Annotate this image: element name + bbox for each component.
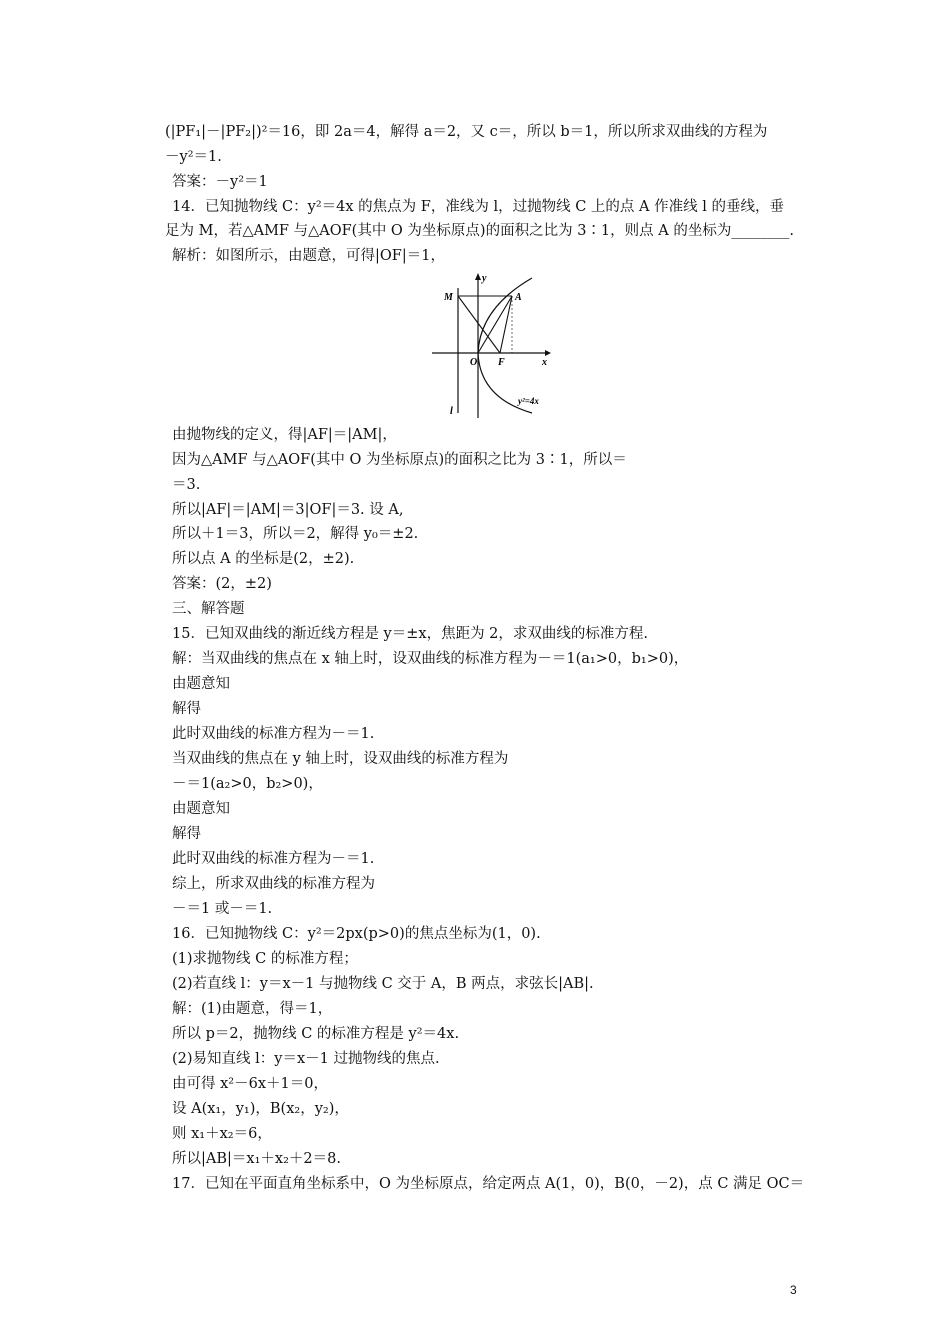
- page-number: 3: [790, 1283, 797, 1297]
- text-line: ＝3.: [172, 477, 201, 493]
- section-heading: 三、解答题: [172, 601, 245, 617]
- text-line: 所以|AB|＝x₁＋x₂＋2＝8.: [172, 1151, 341, 1167]
- label-o: O: [470, 357, 478, 368]
- segment-ao: [478, 296, 512, 353]
- text-line: 则 x₁＋x₂＝6，: [172, 1126, 272, 1142]
- text-line: 由可得 x²－6x＋1＝0，: [172, 1076, 328, 1092]
- text-line: 由题意知: [172, 676, 230, 692]
- text-line: 解得: [172, 701, 201, 717]
- segment-af: [500, 296, 512, 353]
- text-line: 14．已知抛物线 C：y²＝4x 的焦点为 F，准线为 l，过抛物线 C 上的点 A 作准线 l 的垂线，垂: [172, 199, 784, 215]
- text-line: 解析：如图所示，由题意，可得|OF|＝1，: [172, 248, 445, 264]
- text-line: 15．已知双曲线的渐近线方程是 y＝±x，焦距为 2，求双曲线的标准方程.: [172, 626, 649, 642]
- text-line: 由题意知: [172, 801, 230, 817]
- label-a: A: [515, 292, 522, 303]
- text-line: 答案：(2，±2): [172, 576, 272, 592]
- text-line: 综上，所求双曲线的标准方程为: [172, 876, 375, 892]
- text-line: 当双曲线的焦点在 y 轴上时，设双曲线的标准方程为: [172, 751, 509, 767]
- label-x: x: [542, 357, 547, 368]
- text-line: 此时双曲线的标准方程为－＝1.: [172, 726, 375, 742]
- text-line: 足为 M，若△AMF 与△AOF(其中 O 为坐标原点)的面积之比为 3∶1，则点 A 的坐标为________.: [165, 223, 794, 239]
- text-line: 所以|AF|＝|AM|＝3|OF|＝3. 设 A,: [172, 502, 404, 518]
- text-line: －＝1(a₂>0，b₂>0)，: [172, 776, 323, 792]
- y-axis-arrow: [475, 273, 481, 280]
- text-line: 解：(1)由题意，得＝1，: [172, 1001, 333, 1017]
- text-line: 设 A(x₁，y₁)，B(x₂，y₂)，: [172, 1101, 349, 1117]
- text-line: 17．已知在平面直角坐标系中，O 为坐标原点，给定两点 A(1，0)，B(0，－2)，点 C 满足 OC＝: [172, 1176, 805, 1192]
- label-m: M: [444, 292, 453, 303]
- text-line: －y²＝1.: [165, 149, 222, 165]
- text-line: 解：当双曲线的焦点在 x 轴上时，设双曲线的标准方程为－＝1(a₁>0，b₁>0)，: [172, 651, 689, 667]
- text-line: 因为△AMF 与△AOF(其中 O 为坐标原点)的面积之比为 3∶1，所以＝: [172, 452, 627, 468]
- text-line: 所以 p＝2，抛物线 C 的标准方程是 y²＝4x.: [172, 1026, 460, 1042]
- text-line: 此时双曲线的标准方程为－＝1.: [172, 851, 375, 867]
- text-line: 16．已知抛物线 C：y²＝2px(p>0)的焦点坐标为(1，0).: [172, 926, 541, 942]
- label-f: F: [498, 357, 505, 368]
- text-line: (|PF₁|－|PF₂|)²＝16，即 2a＝4，解得 a＝2，又 c＝，所以 b＝1，所以所求双曲线的方程为: [165, 124, 768, 140]
- text-line: －＝1 或－＝1.: [172, 901, 273, 917]
- label-l: l: [450, 406, 453, 417]
- label-y: y: [482, 273, 487, 284]
- text-line: (2)易知直线 l：y＝x－1 过抛物线的焦点.: [172, 1051, 440, 1067]
- parabola-figure: [430, 268, 560, 418]
- text-line: 答案：－y²＝1: [172, 174, 268, 190]
- text-line: 所以点 A 的坐标是(2，±2).: [172, 551, 355, 567]
- text-line: 由抛物线的定义，得|AF|＝|AM|，: [172, 427, 397, 443]
- text-line: 解得: [172, 826, 201, 842]
- text-line: 所以＋1＝3，所以＝2，解得 y₀＝±2.: [172, 526, 419, 542]
- x-axis-arrow: [545, 350, 551, 356]
- text-line: (2)若直线 l：y＝x－1 与抛物线 C 交于 A，B 两点，求弦长|AB|.: [172, 976, 594, 992]
- text-line: (1)求抛物线 C 的标准方程；: [172, 951, 358, 967]
- parabola-curve: [478, 278, 532, 413]
- label-curve: y²=4x: [518, 396, 539, 406]
